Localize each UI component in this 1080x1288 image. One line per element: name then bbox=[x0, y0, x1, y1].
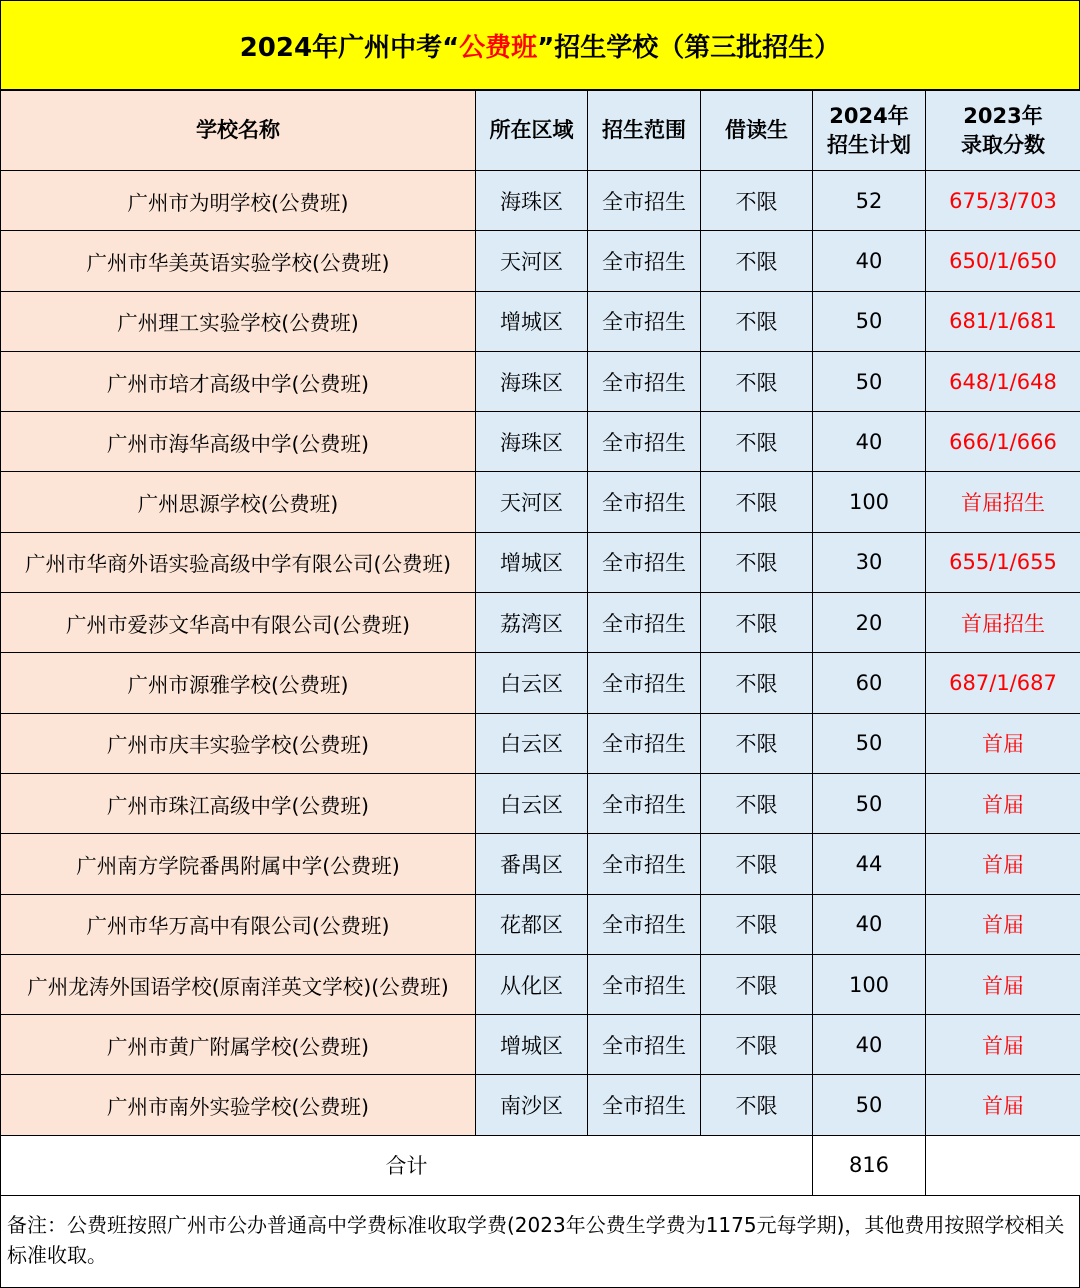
cell-district: 增城区 bbox=[476, 532, 588, 592]
cell-district: 从化区 bbox=[476, 954, 588, 1014]
cell-plan: 40 bbox=[813, 231, 926, 291]
cell-school-name: 广州市黄广附属学校(公费班) bbox=[1, 1015, 476, 1075]
cell-district: 海珠区 bbox=[476, 171, 588, 231]
table-row bbox=[1, 593, 1080, 653]
cell-plan: 20 bbox=[813, 593, 926, 653]
cell-scope: 全市招生 bbox=[588, 653, 701, 713]
school-table bbox=[0, 90, 1080, 1196]
cell-scope: 全市招生 bbox=[588, 231, 701, 291]
cell-school-name: 广州市源雅学校(公费班) bbox=[1, 653, 476, 713]
cell-district: 白云区 bbox=[476, 773, 588, 833]
header-boarding: 借读生 bbox=[701, 91, 813, 171]
cell-boarding: 不限 bbox=[701, 954, 813, 1014]
cell-school-name: 广州南方学院番禺附属中学(公费班) bbox=[1, 834, 476, 894]
cell-district: 花都区 bbox=[476, 894, 588, 954]
cell-score: 首届 bbox=[926, 954, 1080, 1014]
cell-boarding: 不限 bbox=[701, 1015, 813, 1075]
cell-boarding: 不限 bbox=[701, 593, 813, 653]
cell-boarding: 不限 bbox=[701, 351, 813, 411]
cell-district: 增城区 bbox=[476, 1015, 588, 1075]
cell-district: 海珠区 bbox=[476, 412, 588, 472]
header-score-line1: 2023年 bbox=[963, 104, 1042, 128]
cell-district: 南沙区 bbox=[476, 1075, 588, 1135]
cell-score: 687/1/687 bbox=[926, 653, 1080, 713]
total-row bbox=[1, 1135, 1080, 1195]
table-row bbox=[1, 653, 1080, 713]
cell-scope: 全市招生 bbox=[588, 1075, 701, 1135]
cell-school-name: 广州市培才高级中学(公费班) bbox=[1, 351, 476, 411]
header-district: 所在区域 bbox=[476, 91, 588, 171]
cell-school-name: 广州市华美英语实验学校(公费班) bbox=[1, 231, 476, 291]
cell-scope: 全市招生 bbox=[588, 593, 701, 653]
table-row bbox=[1, 351, 1080, 411]
cell-school-name: 广州市庆丰实验学校(公费班) bbox=[1, 713, 476, 773]
cell-plan: 44 bbox=[813, 834, 926, 894]
cell-district: 天河区 bbox=[476, 231, 588, 291]
cell-school-name: 广州龙涛外国语学校(原南洋英文学校)(公费班) bbox=[1, 954, 476, 1014]
cell-district: 番禺区 bbox=[476, 834, 588, 894]
cell-score: 681/1/681 bbox=[926, 291, 1080, 351]
cell-scope: 全市招生 bbox=[588, 532, 701, 592]
header-scope: 招生范围 bbox=[588, 91, 701, 171]
cell-school-name: 广州理工实验学校(公费班) bbox=[1, 291, 476, 351]
cell-score: 666/1/666 bbox=[926, 412, 1080, 472]
cell-boarding: 不限 bbox=[701, 894, 813, 954]
cell-school-name: 广州市为明学校(公费班) bbox=[1, 171, 476, 231]
table-row bbox=[1, 1075, 1080, 1135]
cell-school-name: 广州市海华高级中学(公费班) bbox=[1, 412, 476, 472]
cell-score: 650/1/650 bbox=[926, 231, 1080, 291]
cell-boarding: 不限 bbox=[701, 713, 813, 773]
cell-plan: 50 bbox=[813, 773, 926, 833]
cell-boarding: 不限 bbox=[701, 834, 813, 894]
cell-score: 655/1/655 bbox=[926, 532, 1080, 592]
cell-score: 648/1/648 bbox=[926, 351, 1080, 411]
cell-plan: 50 bbox=[813, 351, 926, 411]
table-row bbox=[1, 1015, 1080, 1075]
cell-scope: 全市招生 bbox=[588, 713, 701, 773]
header-score bbox=[926, 91, 1080, 171]
cell-school-name: 广州市珠江高级中学(公费班) bbox=[1, 773, 476, 833]
cell-school-name: 广州市南外实验学校(公费班) bbox=[1, 1075, 476, 1135]
title-suffix: ”招生学校（第三批招生） bbox=[537, 27, 840, 64]
table-row bbox=[1, 291, 1080, 351]
cell-school-name: 广州思源学校(公费班) bbox=[1, 472, 476, 532]
footnote: 备注：公费班按照广州市公办普通高中学费标准收取学费(2023年公费生学费为1175元每学期)，其他费用按照学校相关标准收取。 bbox=[0, 1196, 1080, 1288]
header-plan-line1: 2024年 bbox=[829, 104, 908, 128]
cell-scope: 全市招生 bbox=[588, 773, 701, 833]
cell-plan: 60 bbox=[813, 653, 926, 713]
cell-score: 首届招生 bbox=[926, 593, 1080, 653]
table-row bbox=[1, 834, 1080, 894]
page-title bbox=[0, 0, 1080, 90]
cell-district: 荔湾区 bbox=[476, 593, 588, 653]
cell-plan: 40 bbox=[813, 1015, 926, 1075]
cell-school-name: 广州市华万高中有限公司(公费班) bbox=[1, 894, 476, 954]
header-plan-line2: 招生计划 bbox=[827, 133, 911, 157]
cell-boarding: 不限 bbox=[701, 472, 813, 532]
cell-district: 白云区 bbox=[476, 713, 588, 773]
cell-plan: 50 bbox=[813, 713, 926, 773]
cell-boarding: 不限 bbox=[701, 291, 813, 351]
table-row bbox=[1, 894, 1080, 954]
table-body bbox=[1, 171, 1080, 1196]
cell-plan: 50 bbox=[813, 1075, 926, 1135]
table-row bbox=[1, 472, 1080, 532]
cell-boarding: 不限 bbox=[701, 412, 813, 472]
cell-score: 首届 bbox=[926, 713, 1080, 773]
cell-boarding: 不限 bbox=[701, 773, 813, 833]
table-row bbox=[1, 171, 1080, 231]
cell-scope: 全市招生 bbox=[588, 1015, 701, 1075]
cell-boarding: 不限 bbox=[701, 1075, 813, 1135]
cell-score: 首届 bbox=[926, 834, 1080, 894]
table-row bbox=[1, 231, 1080, 291]
table-header-row bbox=[1, 91, 1080, 171]
table-row bbox=[1, 532, 1080, 592]
total-value: 816 bbox=[813, 1135, 926, 1195]
table-row bbox=[1, 773, 1080, 833]
total-label: 合计 bbox=[1, 1135, 813, 1195]
total-empty-cell bbox=[926, 1135, 1080, 1195]
cell-score: 首届 bbox=[926, 894, 1080, 954]
cell-school-name: 广州市华商外语实验高级中学有限公司(公费班) bbox=[1, 532, 476, 592]
cell-scope: 全市招生 bbox=[588, 412, 701, 472]
cell-plan: 100 bbox=[813, 954, 926, 1014]
title-highlight: 公费班 bbox=[459, 27, 537, 64]
table-row bbox=[1, 954, 1080, 1014]
cell-plan: 40 bbox=[813, 412, 926, 472]
cell-scope: 全市招生 bbox=[588, 894, 701, 954]
cell-scope: 全市招生 bbox=[588, 291, 701, 351]
cell-score: 首届 bbox=[926, 773, 1080, 833]
cell-scope: 全市招生 bbox=[588, 171, 701, 231]
title-prefix: 2024年广州中考“ bbox=[240, 27, 459, 64]
cell-district: 增城区 bbox=[476, 291, 588, 351]
cell-district: 天河区 bbox=[476, 472, 588, 532]
table-row bbox=[1, 412, 1080, 472]
header-school-name: 学校名称 bbox=[1, 91, 476, 171]
cell-district: 海珠区 bbox=[476, 351, 588, 411]
cell-score: 首届 bbox=[926, 1015, 1080, 1075]
cell-scope: 全市招生 bbox=[588, 351, 701, 411]
cell-boarding: 不限 bbox=[701, 171, 813, 231]
cell-plan: 30 bbox=[813, 532, 926, 592]
cell-scope: 全市招生 bbox=[588, 954, 701, 1014]
cell-scope: 全市招生 bbox=[588, 472, 701, 532]
cell-boarding: 不限 bbox=[701, 653, 813, 713]
header-plan bbox=[813, 91, 926, 171]
cell-plan: 52 bbox=[813, 171, 926, 231]
cell-scope: 全市招生 bbox=[588, 834, 701, 894]
cell-score: 首届 bbox=[926, 1075, 1080, 1135]
cell-school-name: 广州市爱莎文华高中有限公司(公费班) bbox=[1, 593, 476, 653]
cell-plan: 100 bbox=[813, 472, 926, 532]
table-row bbox=[1, 713, 1080, 773]
cell-plan: 40 bbox=[813, 894, 926, 954]
cell-boarding: 不限 bbox=[701, 532, 813, 592]
cell-plan: 50 bbox=[813, 291, 926, 351]
cell-score: 675/3/703 bbox=[926, 171, 1080, 231]
header-score-line2: 录取分数 bbox=[961, 133, 1045, 157]
cell-boarding: 不限 bbox=[701, 231, 813, 291]
cell-district: 白云区 bbox=[476, 653, 588, 713]
cell-score: 首届招生 bbox=[926, 472, 1080, 532]
